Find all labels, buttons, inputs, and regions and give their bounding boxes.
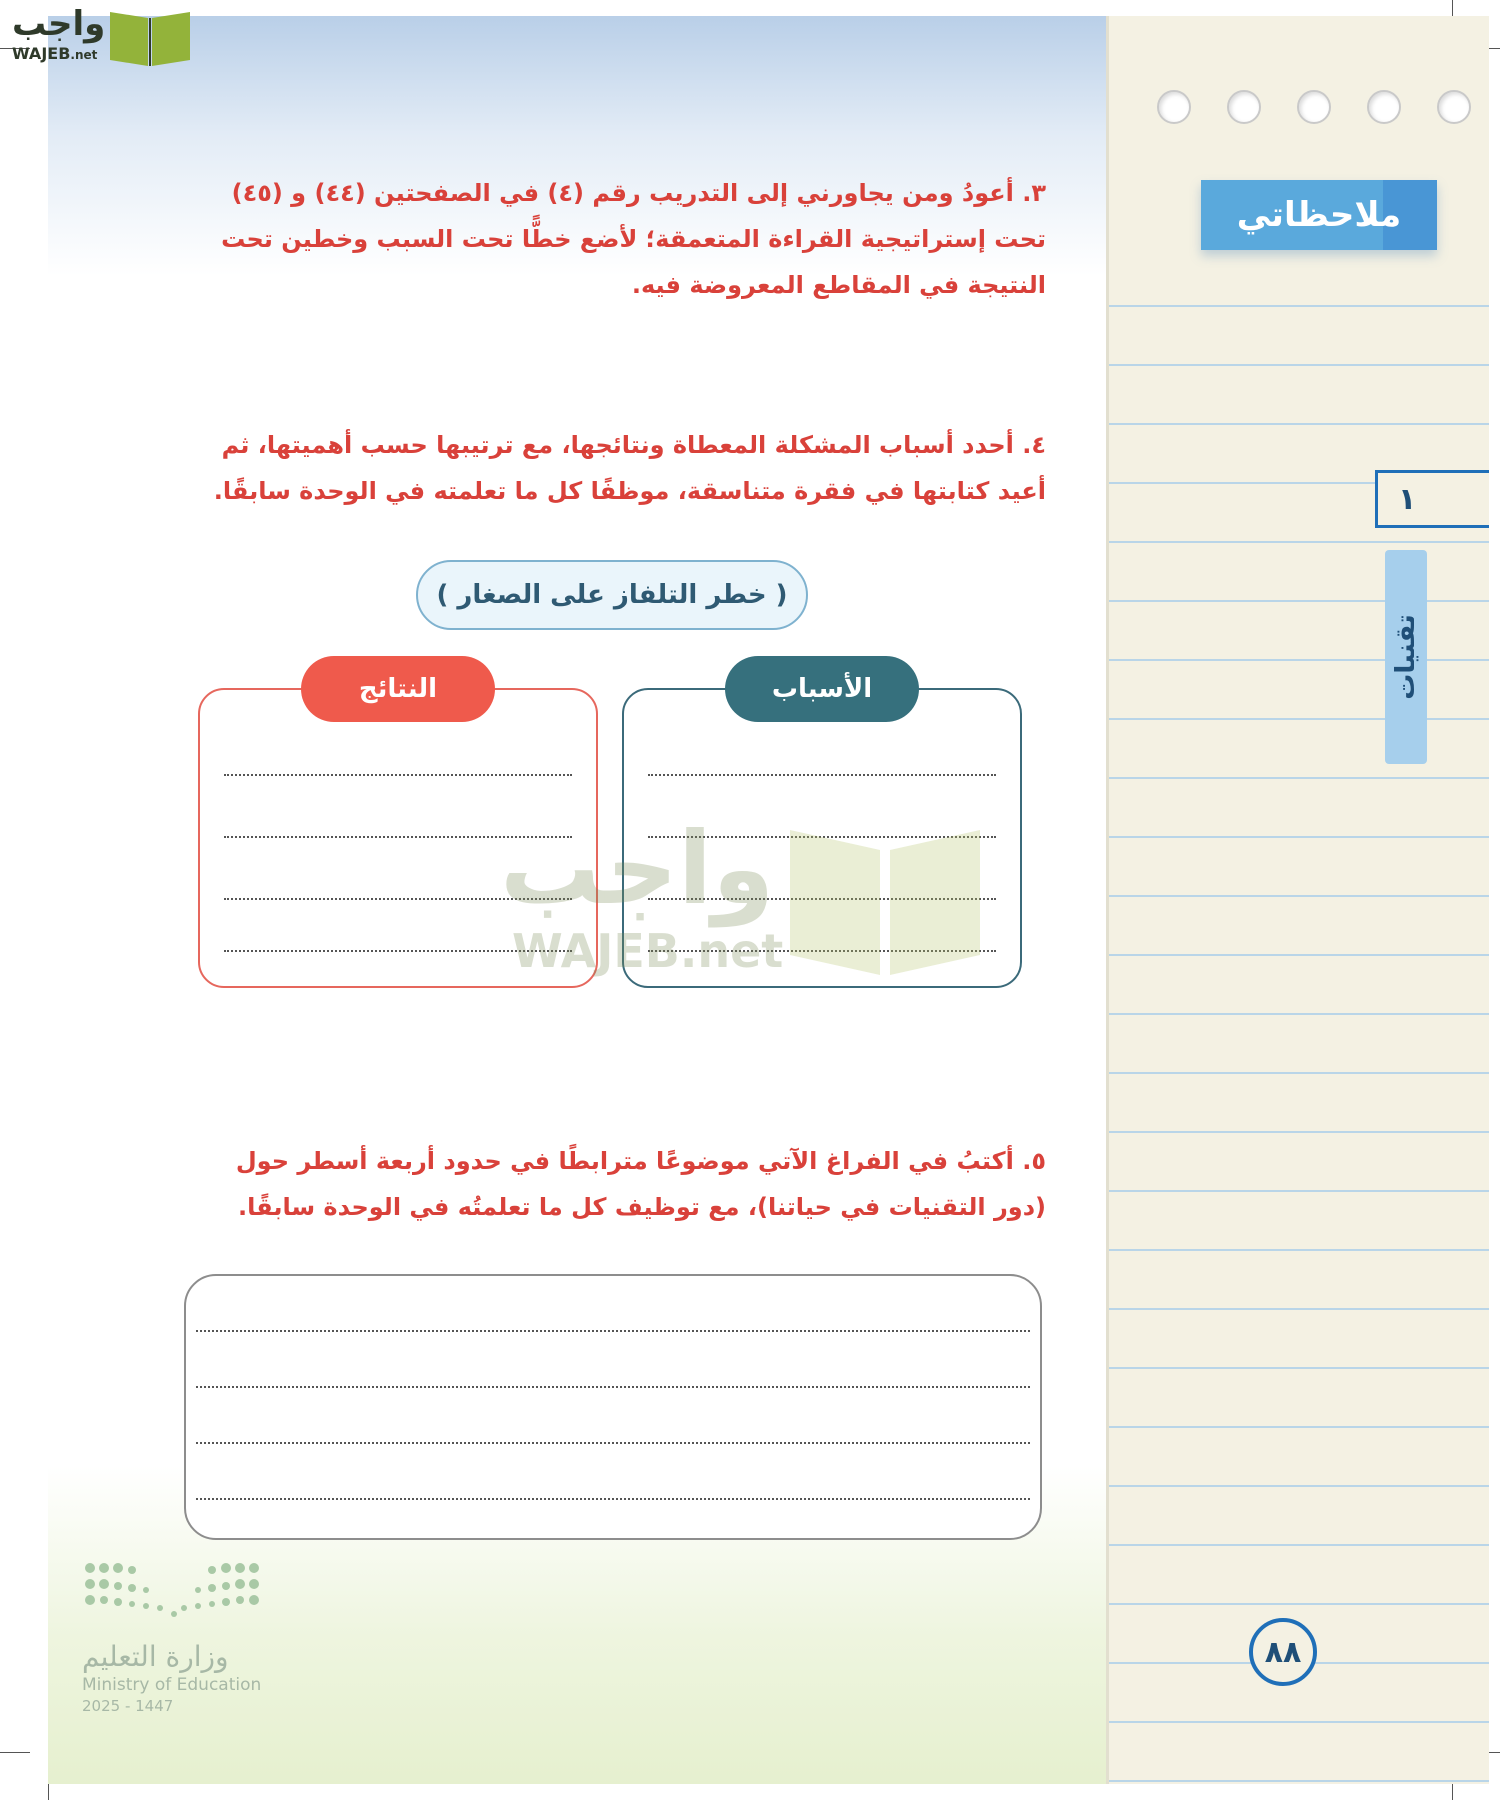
question-4: ٤. أحدد أسباب المشكلة المعطاة ونتائجها، مع ترتيبها حسب أهميتها، ثم أعيد كتابتها في فقرة متناسقة، موظفًا كل ما تعلمته في الوحدة سابقًا.: [213, 431, 1046, 505]
question-5: ٥. أكتبُ في الفراغ الآتي موضوعًا مترابطًا في حدود أربعة أسطر حول (دور التقنيات في حياتنا)، مع توظيف كل ما تعلمتُه في الوحدة سابقًا.: [235, 1147, 1046, 1221]
logo-arabic: واجب: [12, 4, 106, 44]
ministry-english: Ministry of Education: [82, 1675, 262, 1695]
ministry-arabic: وزارة التعليم: [82, 1640, 229, 1673]
binder-hole-icon: [1437, 90, 1471, 124]
answer-line[interactable]: [196, 1330, 1030, 1332]
ministry-dots-icon: [82, 1560, 262, 1630]
answer-line[interactable]: [196, 1442, 1030, 1444]
unit-name: تقنيات: [1391, 614, 1421, 700]
page-number: ٨٨: [1249, 1618, 1317, 1686]
binder-hole-icon: [1367, 90, 1401, 124]
binder-hole-icon: [1157, 90, 1191, 124]
answer-line[interactable]: [196, 1386, 1030, 1388]
book-icon: [780, 810, 990, 980]
answer-line[interactable]: [196, 1498, 1030, 1500]
ministry-year: 2025 - 1447: [82, 1697, 174, 1715]
logo-latin-suffix: .net: [70, 48, 98, 62]
watermark-arabic: واجب: [500, 810, 775, 927]
notes-title: ملاحظاتي: [1236, 195, 1402, 235]
ministry-logo: [82, 1560, 272, 1715]
wajeb-logo: [8, 4, 194, 70]
crop-mark: [0, 1752, 30, 1753]
unit-number-box: ١: [1375, 470, 1489, 528]
question-3: ٣. أعودُ ومن يجاورني إلى التدريب رقم (٤) في الصفحتين (٤٤) و (٤٥) تحت إستراتيجية القراءة المتعمقة؛ لأضع خطًّا تحت السبب وخطين تحت النتيجة في المقاطع المعروضة فيه.: [221, 179, 1046, 299]
unit-ribbon: [1385, 550, 1427, 764]
results-label: النتائج: [301, 656, 495, 722]
watermark-latin: WAJEB.net: [512, 924, 784, 978]
book-icon: [106, 6, 194, 68]
writing-box[interactable]: [184, 1274, 1042, 1540]
logo-latin: [12, 44, 97, 63]
notes-title-tab: [1201, 180, 1437, 250]
topic-pill: ( خطر التلفاز على الصغار ): [416, 560, 808, 630]
logo-latin-name: WAJEB: [12, 44, 71, 63]
answer-line[interactable]: [224, 774, 572, 776]
watermark: [500, 810, 1000, 990]
binder-hole-icon: [1297, 90, 1331, 124]
notes-sidebar: [1106, 16, 1489, 1784]
causes-label: الأسباب: [725, 656, 919, 722]
answer-line[interactable]: [648, 774, 996, 776]
binder-hole-icon: [1227, 90, 1261, 124]
